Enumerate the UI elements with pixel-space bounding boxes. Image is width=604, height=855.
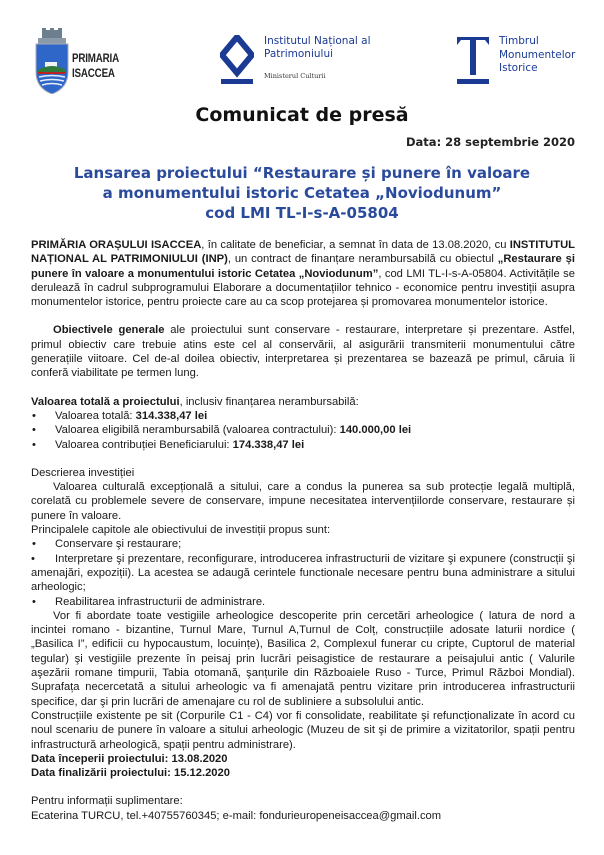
bullet-icon: • [32, 438, 36, 451]
document-body [31, 238, 575, 823]
header-logos [0, 25, 604, 100]
intro-bold-2: INSTITUTUL NAȚIONAL AL PATRIMONIULUI (INP) [31, 239, 575, 266]
description-para1: Valoarea culturală excepțională a sitului, care a condus la punerea sa sub protecție legală multiplă, corelată cu problemele severe de conservare, impune necesitatea intervențiilorde conservare, restaurare și punere în valoare. [31, 481, 575, 522]
value-label: Valoarea eligibilă nerambursabilă (valoarea contractului): [55, 424, 340, 437]
contact-prefix: Ecaterina TURCU, tel.+40755760345; e-mail: [31, 809, 260, 822]
value-heading-bold: Valoarea totală a proiectului [31, 395, 180, 408]
intro-bold-1: PRIMĂRIA ORAȘULUI ISACCEA [31, 239, 202, 251]
t-letter-icon [455, 35, 491, 85]
value-item [31, 409, 575, 423]
bullet-icon: • [31, 552, 35, 565]
subtitle-line3: cod LMI TL-I-s-A-05804 [205, 204, 399, 222]
bullet-icon: • [32, 424, 36, 437]
inp-line1: Institutul Național al [264, 35, 371, 47]
description-para2: Vor fi abordate toate vestigiile arheologice descoperite prin cercetări arheologice ( latura de nord a incintei romano - bizantine, Turnul Mare, Turnul A,Turnul de Colț, construcțiile adosate laturii nordice ( „Basilica I”, edificii cu hypocaustum, locuințe), Basilica 2, Complexul funerar cu cripte, Cuptorul de material tegular) şi vestigiile prezente în peisaj prin lucrări peisagistice de restaurare a peisajului antic ( Valurile aşezării romane timpurii, Tabia otomană, şanțurile din Războaiele Ruso - Turce, Primul Război Mondial). Suprafața necercetată a sitului arheologic va fi amenajată pentru vizitare prin introducerea infrastructurii specifice, dar şi prin lucrări de amenajare cu rol de subliniere a subsolului antic. [31, 609, 575, 708]
chapters-heading: Principalele capitole ale obiectivului de investiții propus sunt: [31, 524, 331, 537]
tmi-line3: Istorice [499, 62, 538, 74]
value-heading [31, 395, 575, 409]
contact-email-link[interactable]: fondurieuropeneisaccea@gmail.com [259, 809, 442, 822]
objectives-text: ale proiectului sunt conservare - restaurare, interpretare și prezentare. Astfel, primul obiectiv care trebuie atins este cel al conservării, al asigurării transmiterii monumentului către generațiile viitoare. Cel de-al doilea obiectiv, interpretarea și prezentarea se bazează pe primul, căruia îi conferă viabilitate pe termen lung. [31, 324, 576, 380]
value-amount: 314.338,47 lei [135, 409, 208, 422]
inp-ministry: Ministerul Culturii [264, 72, 326, 80]
primaria-line1: PRIMARIA [72, 53, 119, 65]
document-subtitle [0, 163, 604, 223]
value-heading-rest: , inclusiv finanțarea nerambursabilă: [179, 395, 359, 408]
description-heading: Descrierea investiției [31, 466, 135, 479]
bullet-icon: • [32, 409, 36, 422]
objectives-paragraph [31, 323, 575, 380]
tmi-line2: Monumentelor [499, 48, 576, 61]
intro-bold-3: „Restaurare și punere în valoare a monumentului istoric Cetatea „Noviodunum” [31, 253, 575, 280]
page-title: Comunicat de presă [195, 104, 409, 126]
end-date: Data finalizării proiectului: 15.12.2020 [31, 767, 230, 780]
chapter-text: Conservare şi restaurare; [55, 538, 182, 551]
value-amount: 174.338,47 lei [232, 438, 305, 451]
primaria-isaccea-logo [34, 28, 119, 94]
inp-diamond-icon [220, 35, 254, 85]
chapter-item [31, 552, 575, 595]
value-item [31, 423, 575, 437]
contact-heading: Pentru informații suplimentare: [31, 795, 183, 808]
primaria-logo-text [72, 52, 119, 82]
chapter-text: Interpretare şi prezentare, reconfigurare, introducerea infrastructurii de vizitare şi expunere (construcții şi amenajări, expoziții). La acestea se adaugă cerintele functionale necesare pentru buna administrare a sitului arheologic; [31, 552, 575, 594]
value-label: Valoarea totală: [55, 409, 136, 422]
description-para3: Construcțiile existente pe sit (Corpurile C1 - C4) vor fi consolidate, reabilitate şi refuncționalizate în acord cu noul scenariu de punere în valoare a sitului arheologic (Muzeu de sit şi de primire a vizitatorilor, spații pentru infrastructură arheologică, spații pentru administrare). [31, 709, 575, 751]
bullet-icon: • [32, 595, 36, 608]
subtitle-line2: a monumentului istoric Cetatea „Noviodunum” [102, 184, 502, 202]
inp-logo [220, 35, 420, 91]
coat-of-arms-icon [34, 28, 70, 94]
contact-line [31, 809, 575, 823]
value-item [31, 438, 575, 452]
intro-text-2: , un contract de finanțare nerambursabilă cu obiectul [227, 253, 498, 266]
bullet-icon: • [32, 538, 36, 551]
chapter-item [31, 537, 575, 551]
value-label: Valoarea contribuției Beneficiarului: [55, 438, 233, 451]
intro-text-1: , în calitate de beneficiar, a semnat în data de 13.08.2020, cu [201, 239, 510, 251]
start-date: Data începerii proiectului: 13.08.2020 [31, 752, 228, 765]
timbrul-monumentelor-logo [455, 35, 595, 91]
chapter-text: Reabilitarea infrastructurii de administrare. [55, 595, 266, 608]
inp-line2: Patrimoniului [264, 48, 334, 60]
intro-paragraph [31, 238, 575, 309]
value-amount: 140.000,00 lei [339, 424, 412, 437]
chapter-item [31, 595, 575, 609]
objectives-bold: Obiectivele generale [53, 324, 165, 337]
tmi-line1: Timbrul [499, 35, 539, 47]
document-date: Data: 28 septembrie 2020 [406, 135, 575, 149]
primaria-line2: ISACCEA [72, 68, 115, 80]
subtitle-line1: Lansarea proiectului “Restaurare și punere în valoare [73, 164, 531, 182]
intro-text-3: , cod LMI TL-I-s-A-05804. Activitățile se derulează în cadrul subprogramului Elaborare a documentațiilor tehnico - economice pentru investiții asupra monumentelor istorice, pentru proiecte care au ca scop protejarea și promovarea monumentelor istorice. [31, 267, 575, 309]
